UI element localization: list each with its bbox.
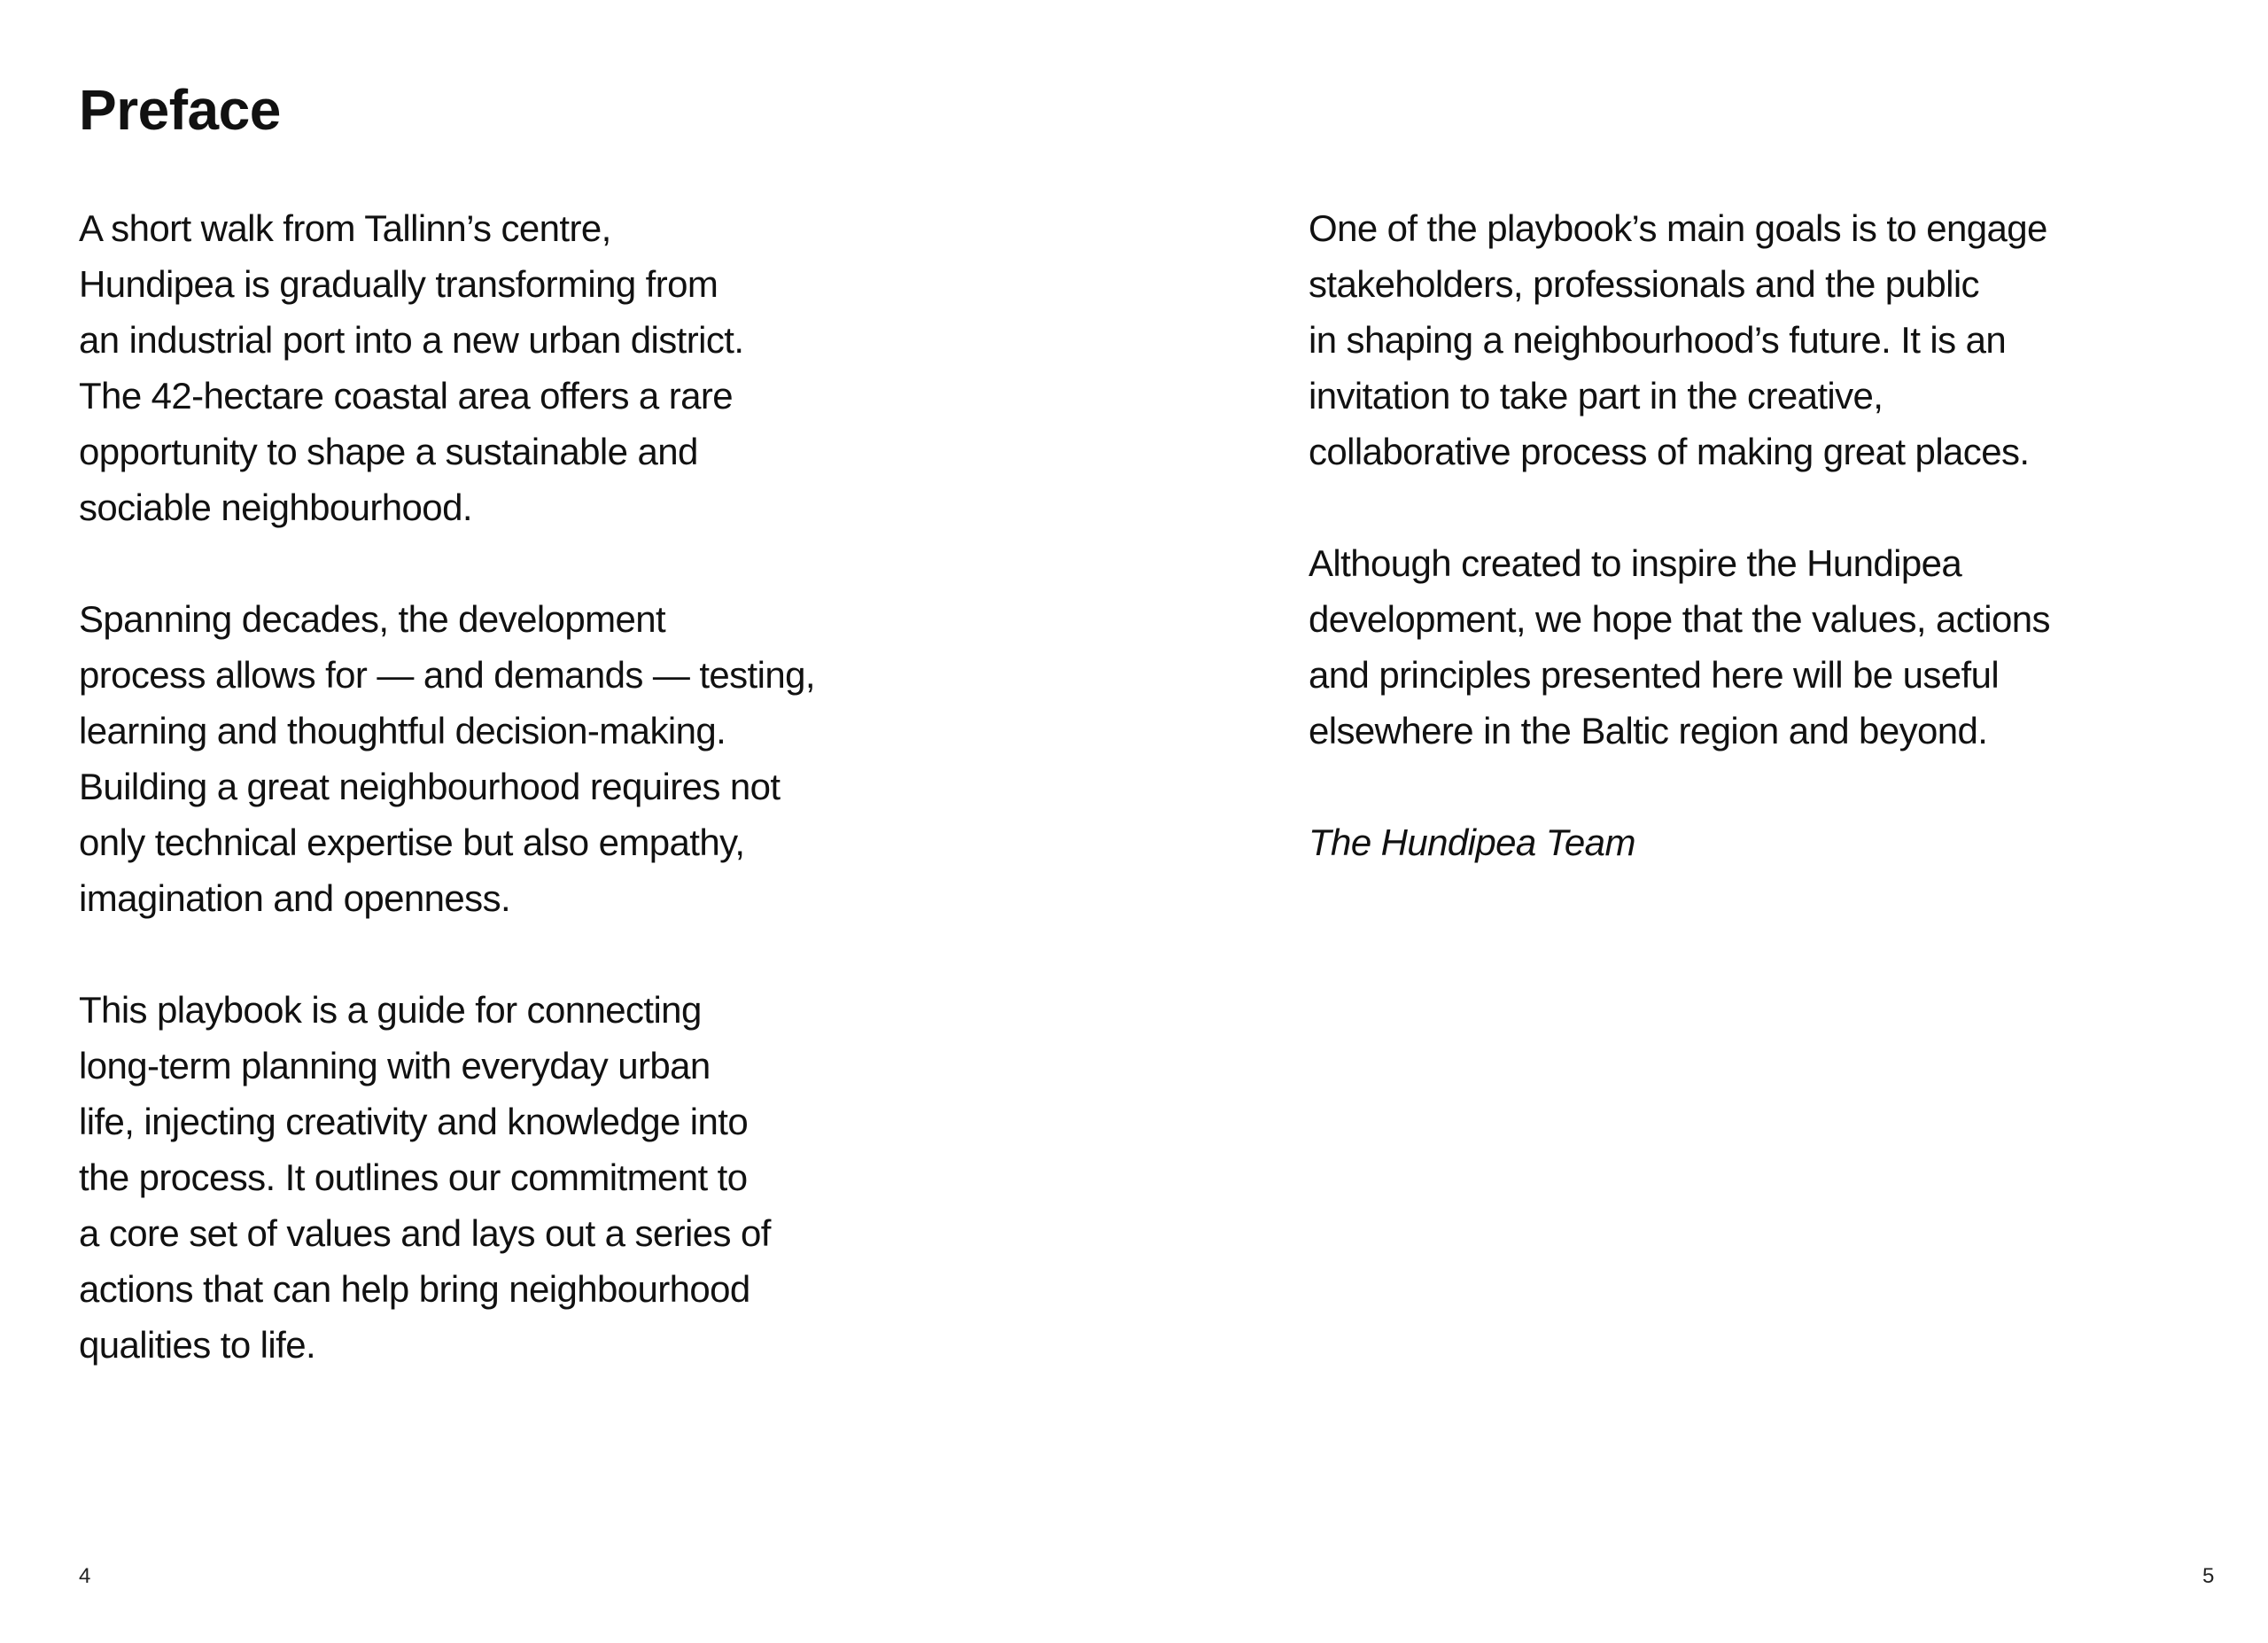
page-number-left: 4 (79, 1564, 91, 1588)
paragraph-development: Spanning decades, the development process allows for — and demands — testing, learning and thoughtful decision-making. Building a great neighbourhood requires not only technical expertise but also empathy, imagination and openness. (79, 598, 815, 919)
left-column (79, 200, 965, 1429)
paragraph-inspiration: Although created to inspire the Hundipea development, we hope that the values, actions and principles presented here will be useful elsewhere in the Baltic region and beyond. (1309, 542, 2050, 751)
right-column (1309, 200, 2230, 870)
paragraph-goals: One of the playbook’s main goals is to engage stakeholders, professionals and the public in shaping a neighbourhood’s future. It is an invitation to take part in the creative, collaborative process of making great places. (1309, 207, 2047, 472)
paragraph-intro: A short walk from Tallinn’s centre, Hundipea is gradually transforming from an industrial port into a new urban district. The 42-hectare coastal area offers a rare opportunity to shape a sustainable and sociable neighbourhood. (79, 207, 744, 528)
page-title: Preface (79, 78, 281, 142)
signature: The Hundipea Team (1309, 822, 1635, 863)
paragraph-playbook-guide: This playbook is a guide for connecting long-term planning with everyday urban life, injecting creativity and knowledge into the process. It outlines our commitment to a core set of values and lays out a series of actions that can help bring neighbourhood qualities to life. (79, 989, 771, 1366)
page-number-right: 5 (2202, 1564, 2215, 1588)
